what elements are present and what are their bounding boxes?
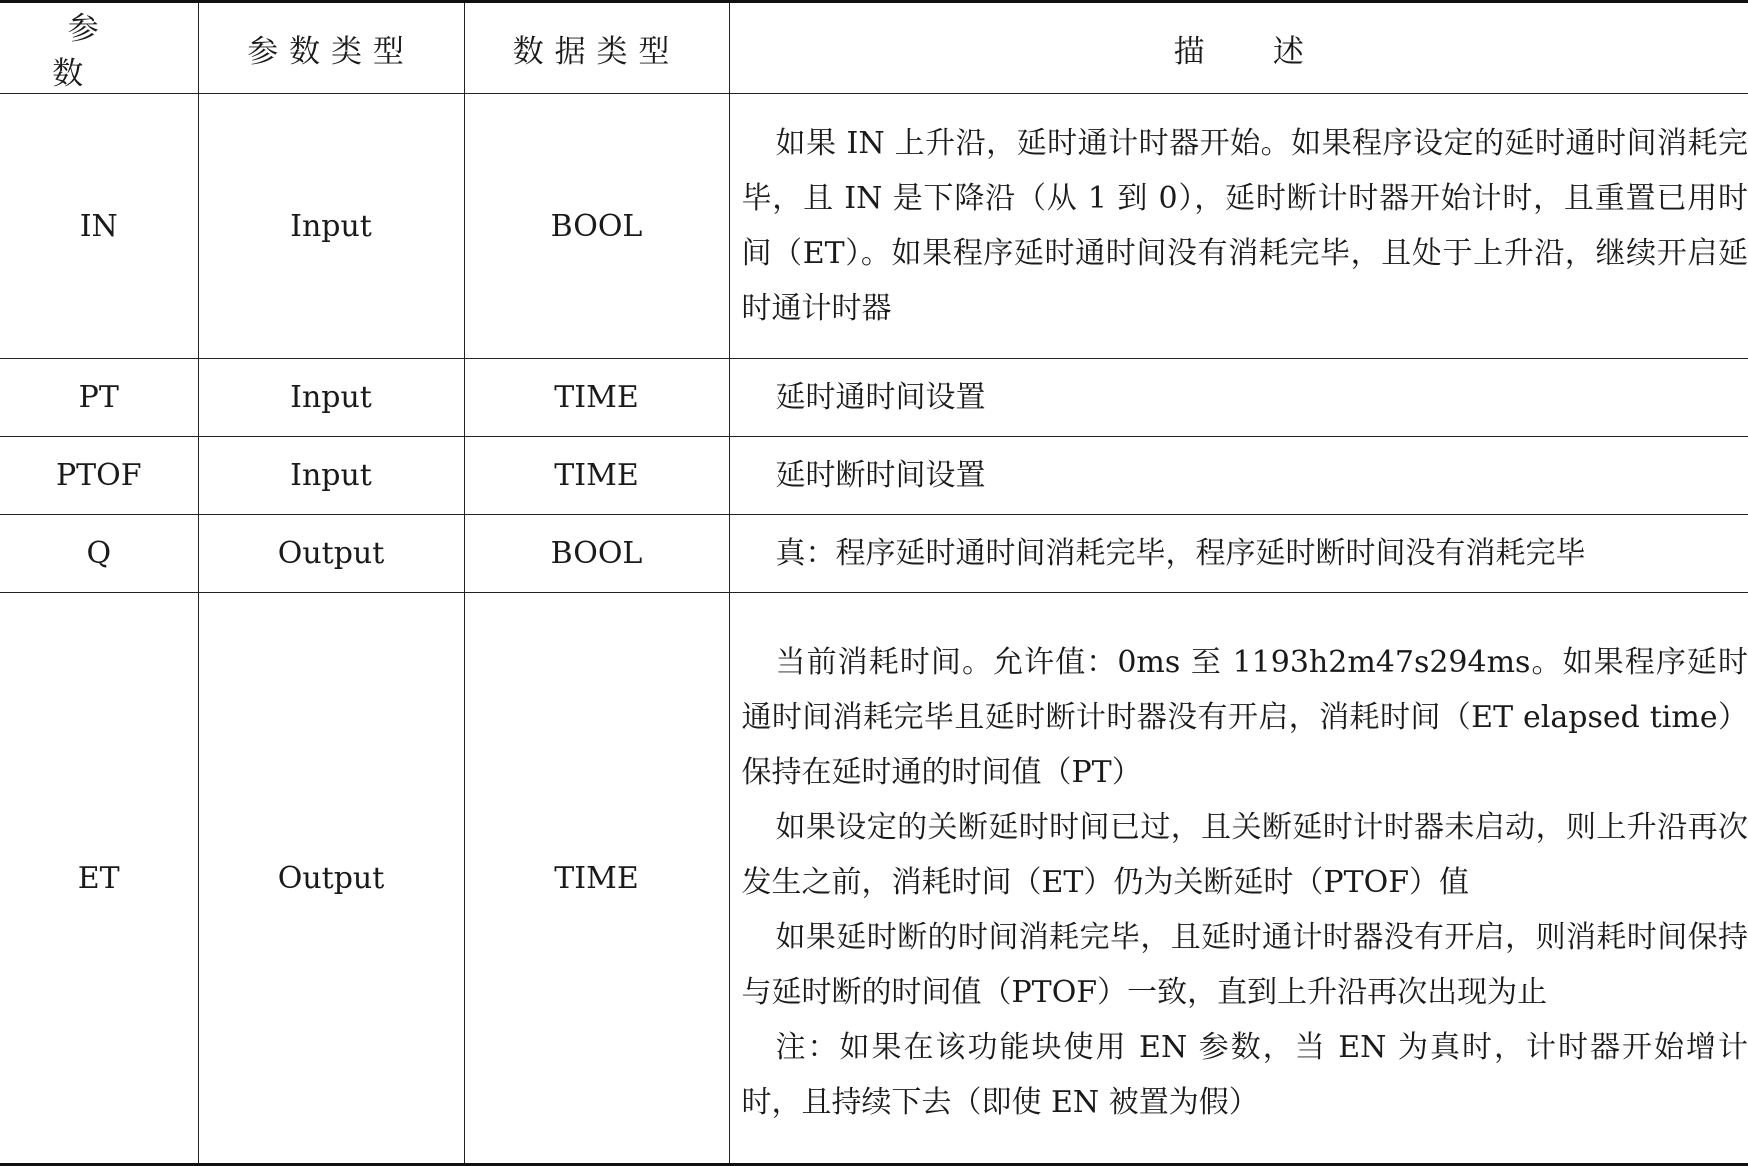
cell-data-type: TIME — [464, 593, 729, 1165]
header-param: 参数 — [0, 2, 198, 94]
cell-param: PTOF — [0, 437, 198, 515]
description-paragraph: 当前消耗时间。允许值：0ms 至 1193h2m47s294ms。如果程序延时通时间消耗完毕且延时断计时器没有开启，消耗时间（ET elapsed time）保持在延时通的时间值（PT） — [742, 635, 1748, 800]
cell-description — [729, 593, 1748, 1165]
table-row — [0, 359, 1748, 437]
cell-description — [729, 359, 1748, 437]
description-paragraph: 如果 IN 上升沿，延时通计时器开始。如果程序设定的延时通时间消耗完毕，且 IN 是下降沿（从 1 到 0），延时断计时器开始计时，且重置已用时间（ET）。如果程序延时通时间没有消耗完毕，且处于上升沿，继续开启延时通计时器 — [742, 116, 1748, 336]
cell-data-type: TIME — [464, 437, 729, 515]
table-row — [0, 94, 1748, 359]
cell-param-type: Input — [198, 359, 464, 437]
table-header-row — [0, 2, 1748, 94]
cell-param: PT — [0, 359, 198, 437]
header-data-type: 数据类型 — [464, 2, 729, 94]
description-paragraph: 真：程序延时通时间消耗完毕，程序延时断时间没有消耗完毕 — [742, 526, 1748, 581]
cell-data-type: TIME — [464, 359, 729, 437]
cell-description — [729, 515, 1748, 593]
description-paragraph: 延时断时间设置 — [742, 448, 1748, 503]
cell-description — [729, 94, 1748, 359]
cell-data-type: BOOL — [464, 515, 729, 593]
description-paragraph: 如果延时断的时间消耗完毕，且延时通计时器没有开启，则消耗时间保持与延时断的时间值（PTOF）一致，直到上升沿再次出现为止 — [742, 910, 1748, 1020]
table-row — [0, 593, 1748, 1165]
header-param-type: 参数类型 — [198, 2, 464, 94]
cell-data-type: BOOL — [464, 94, 729, 359]
cell-param-type: Output — [198, 515, 464, 593]
cell-param: ET — [0, 593, 198, 1165]
cell-param-type: Input — [198, 437, 464, 515]
table-row — [0, 437, 1748, 515]
description-paragraph: 延时通时间设置 — [742, 370, 1748, 425]
table-row — [0, 515, 1748, 593]
header-description: 描述 — [729, 2, 1748, 94]
cell-param: Q — [0, 515, 198, 593]
cell-param: IN — [0, 94, 198, 359]
description-note: 注：如果在该功能块使用 EN 参数，当 EN 为真时，计时器开始增计时，且持续下去（即使 EN 被置为假） — [742, 1020, 1748, 1130]
cell-description — [729, 437, 1748, 515]
description-paragraph: 如果设定的关断延时时间已过，且关断延时计时器未启动，则上升沿再次发生之前，消耗时间（ET）仍为关断延时（PTOF）值 — [742, 800, 1748, 910]
cell-param-type: Output — [198, 593, 464, 1165]
cell-param-type: Input — [198, 94, 464, 359]
